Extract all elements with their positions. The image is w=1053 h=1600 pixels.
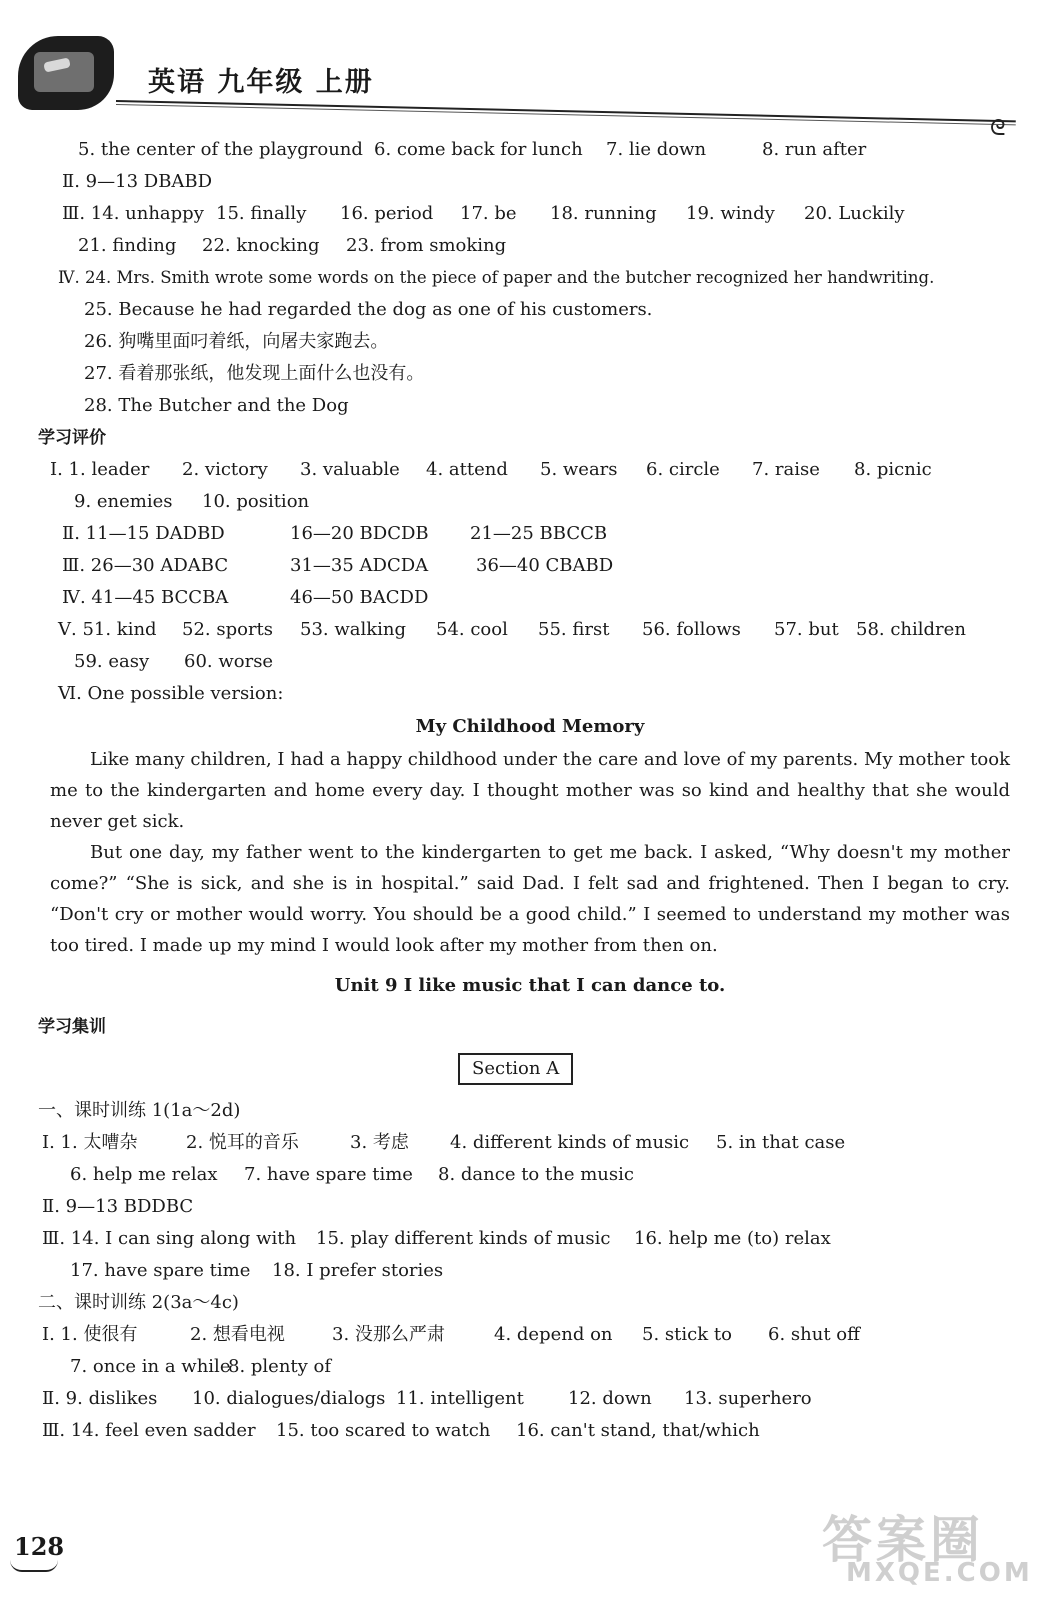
answer-row [50,294,1010,326]
answer-item: 17. be [460,203,517,224]
answer-item: 31—35 ADCDA [290,555,429,576]
answer-item: 2. victory [182,459,268,480]
section-heading: 学习评价 [38,428,106,448]
answer-item: 9. enemies [74,491,173,512]
answer-item: 2. 想看电视 [190,1324,285,1345]
answer-item: 10. position [202,491,310,512]
lesson-heading: 二、课时训练 2(3a～4c) [38,1292,239,1313]
answer-item: Ⅱ. 11—15 DADBD [62,523,225,544]
answer-item: 36—40 CBABD [476,555,614,576]
answer-item: Ⅲ. 14. feel even sadder [42,1420,256,1441]
answer-row [50,614,1010,646]
answer-item: 28. The Butcher and the Dog [84,395,349,416]
section-heading: 学习集训 [38,1017,106,1037]
answer-row [50,262,1010,294]
page-header [0,0,1053,140]
answer-item: 6. circle [646,459,720,480]
unit-title: Unit 9 I like music that I can dance to. [334,975,726,996]
answer-content [38,134,1010,1447]
swirl-ornament-icon: ᘓ [990,116,1006,141]
answer-item: 25. Because he had regarded the dog as one of his customers. [84,299,653,320]
answer-row [50,1351,1010,1383]
answer-item: 23. from smoking [346,235,507,256]
answer-item: 18. running [550,203,657,224]
answer-row [42,1191,1010,1223]
answer-item: 4. different kinds of music [450,1132,690,1153]
answer-item: 18. I prefer stories [272,1260,444,1281]
answer-item: Ⅱ. 9—13 BDDBC [42,1196,194,1217]
answer-item: 21. finding [78,235,177,256]
page-number-ornament-icon [10,1560,58,1572]
header-rule-thin [116,104,1016,125]
answer-item: 22. knocking [202,235,320,256]
answer-item: 6. help me relax [70,1164,218,1185]
answer-row [50,390,1010,422]
answer-item: 16—20 BDCDB [290,523,429,544]
answer-row [50,134,1010,166]
answer-row [42,1223,1010,1255]
answer-item: 21—25 BBCCB [470,523,608,544]
answer-item: 6. come back for lunch [374,139,583,160]
answer-item: 4. depend on [494,1324,613,1345]
answer-item: 7. raise [752,459,820,480]
watermark-logo [816,1500,1040,1592]
answer-row [50,678,1010,710]
answer-item: 46—50 BACDD [290,587,429,608]
watermark-url: MXQE.COM [846,1558,1033,1588]
answer-row [38,1287,1010,1319]
answer-row [38,1095,1010,1127]
answer-row [42,1415,1010,1447]
answer-item: 5. in that case [716,1132,846,1153]
answer-item: Ⅰ. 1. 太嘈杂 [42,1132,138,1153]
answer-item: 5. the center of the playground [78,139,363,160]
answer-item: Ⅱ. 9. dislikes [42,1388,158,1409]
answer-row [50,454,1010,486]
answer-item: Ⅴ. 51. kind [58,619,157,640]
answer-item: 52. sports [182,619,274,640]
answer-item: 27. 看着那张纸，他发现上面什么也没有。 [84,363,425,384]
answer-item: 12. down [568,1388,652,1409]
answer-item: 3. 考虑 [350,1132,409,1153]
answer-item: 4. attend [426,459,508,480]
answer-item: 15. too scared to watch [276,1420,491,1441]
answer-item: 8. plenty of [228,1356,332,1377]
answer-item: 19. windy [686,203,775,224]
answer-item: 10. dialogues/dialogs [192,1388,386,1409]
answer-row [42,1127,1010,1159]
essay-paragraph: Like many children, I had a happy childhood under the care and love of my parents. My mother took me to the kindergarten and home every day. I thought mother was so kind and healthy that she would never get sick. [50,749,1010,832]
essay-title: My Childhood Memory [415,716,645,737]
essay-paragraph: But one day, my father went to the kindergarten to get me back. I asked, “Why doesn't my mother come?” “She is sick, and she is in hospital.” said Dad. I felt sad and frightened. Then I began to cry. “Don't cry or mother would worry. You should be a good child.” I seemed to understand my mother was too tired. I made up my mind I would look after my mother from then on. [50,842,1010,956]
book-title: 英语 九年级 上册 [148,67,374,98]
answer-item: 8. picnic [854,459,932,480]
answer-item: Ⅲ. 14. unhappy [62,203,204,224]
answer-item: 56. follows [642,619,741,640]
header-rule [116,100,1016,122]
answer-item: 13. superhero [684,1388,812,1409]
answer-item: Ⅲ. 26—30 ADABC [62,555,229,576]
answer-item: 3. valuable [300,459,400,480]
answer-item: 2. 悦耳的音乐 [186,1132,299,1153]
answer-row [50,550,1010,582]
answer-row [50,358,1010,390]
answer-row [50,166,1010,198]
answer-item: 8. run after [762,139,867,160]
answer-item: 17. have spare time [70,1260,251,1281]
answer-row [50,326,1010,358]
answer-item: Ⅵ. One possible version: [58,683,284,704]
answer-row [50,518,1010,550]
answer-row [50,646,1010,678]
answer-row [50,582,1010,614]
page-number: 128 [14,1532,65,1561]
section-heading-row [38,422,1010,454]
answer-item: 58. children [856,619,966,640]
section-heading-row [38,1011,1010,1043]
answer-item: 16. help me (to) relax [634,1228,831,1249]
answer-item: Ⅰ. 1. leader [50,459,150,480]
answer-item: 11. intelligent [396,1388,524,1409]
answer-item: Ⅰ. 1. 使很有 [42,1324,138,1345]
answer-item: 3. 没那么严肃 [332,1324,445,1345]
answer-row [50,230,1010,262]
answer-item: 59. easy [74,651,150,672]
answer-item: 57. but [774,619,839,640]
answer-item: Ⅳ. 24. Mrs. Smith wrote some words on the piece of paper and the butcher recognized her handwriting. [58,268,935,287]
answer-item: 15. play different kinds of music [316,1228,611,1249]
watermark-text: 答案圈 [822,1511,984,1569]
answer-item: 16. can't stand, that/which [516,1420,760,1441]
tv-logo-icon [18,36,114,110]
answer-item: 7. once in a while [70,1356,231,1377]
answer-row [42,1319,1010,1351]
answer-row [42,1383,1010,1415]
answer-item: 5. wears [540,459,618,480]
answer-item: 55. first [538,619,610,640]
answer-item: 6. shut off [768,1324,860,1345]
section-label: Section A [458,1053,573,1085]
answer-item: 16. period [340,203,434,224]
answer-item: 53. walking [300,619,407,640]
answer-item: 60. worse [184,651,274,672]
answer-item: Ⅲ. 14. I can sing along with [42,1228,297,1249]
answer-row [50,486,1010,518]
answer-item: Ⅳ. 41—45 BCCBA [62,587,229,608]
answer-row [50,1255,1010,1287]
lesson-heading: 一、课时训练 1(1a～2d) [38,1100,241,1121]
answer-item: 5. stick to [642,1324,732,1345]
answer-item: 20. Luckily [804,203,905,224]
answer-item: 7. have spare time [244,1164,413,1185]
answer-item: 15. finally [216,203,307,224]
answer-row [50,1159,1010,1191]
answer-row [50,198,1010,230]
answer-item: 26. 狗嘴里面叼着纸，向屠夫家跑去。 [84,331,389,352]
answer-item: 7. lie down [606,139,707,160]
answer-item: 54. cool [436,619,508,640]
answer-item: 8. dance to the music [438,1164,634,1185]
section-label-wrap [50,1043,1010,1095]
answer-item: Ⅱ. 9—13 DBABD [62,171,213,192]
